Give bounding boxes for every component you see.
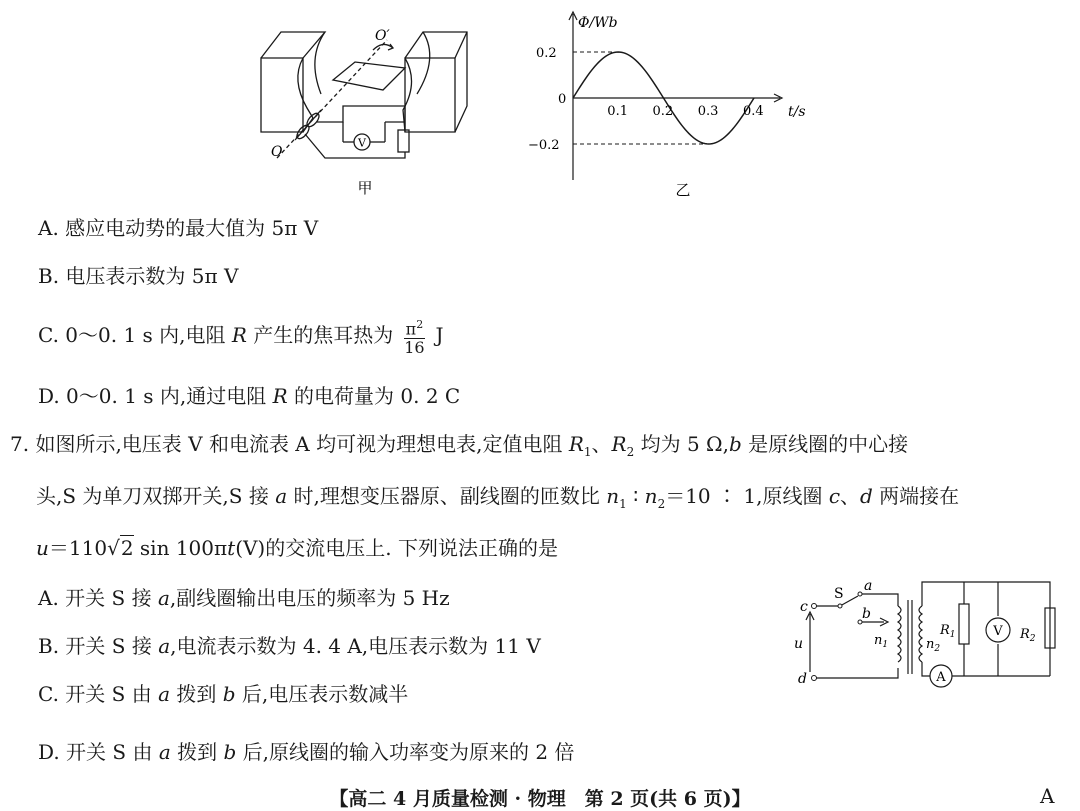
- q7-stem-line-3: u＝110√2 sin 100πt(V)的交流电压上. 下列说法正确的是: [36, 536, 558, 560]
- x-tick-label: 0.4: [743, 104, 764, 119]
- q6-option-c-middle: 产生的焦耳热为: [246, 323, 394, 348]
- figure-jia-generator: [255, 10, 470, 200]
- paper-version-label: A: [1040, 784, 1055, 808]
- y-axis-title: Φ/Wb: [578, 15, 618, 31]
- q6-option-d: D. 0～0. 1 s 内,通过电阻 R 的电荷量为 0. 2 C: [38, 384, 461, 408]
- q7-option-c: C. 开关 S 由 a 拨到 b 后,电压表示数减半: [38, 682, 409, 706]
- q6-option-c: [38, 316, 444, 357]
- q6-option-a: A. 感应电动势的最大值为 5π V: [38, 216, 319, 240]
- q7-stem-line-2: 头,S 为单刀双掷开关,S 接 a 时,理想变压器原、副线圈的匝数比 $n_1$ ∶ $n_2=10$ ∶ 1,原线圈 c、d 两端接在: [36, 484, 960, 511]
- terminal-d-label: d: [798, 671, 807, 687]
- x-tick-label: 0.2: [652, 104, 674, 119]
- terminal-c-label: c: [800, 599, 808, 615]
- q7-transformer-circuit: [788, 576, 1060, 696]
- n1-label: $n_1$: [874, 633, 889, 650]
- q6-option-c-r: R: [231, 323, 247, 348]
- y-tick-pos: 0.2: [536, 46, 557, 61]
- figure-yi-flux-chart: [528, 8, 828, 200]
- voltmeter-symbol: V: [358, 136, 366, 150]
- page-footer: 【高二 4 月质量检测 · 物理 第 2 页(共 6 页)】: [329, 788, 751, 810]
- voltage-u-label: u: [794, 636, 804, 652]
- q7-option-a: A. 开关 S 接 a,副线圈输出电压的频率为 5 Hz: [38, 586, 450, 610]
- q7-stem-line-1: 7. 如图所示,电压表 V 和电流表 A 均可视为理想电表,定值电阻 $R_1$、$R_2$ 均为 5 Ω,b 是原线圈的中心接: [10, 432, 909, 459]
- q7-option-b: B. 开关 S 接 a,电流表示数为 4. 4 A,电压表示数为 11 V: [38, 634, 541, 658]
- r2-label: $R_2$: [1020, 627, 1036, 644]
- fraction-pi-squared-over-16: $\frac{\pi^2}{16}$: [404, 318, 425, 358]
- axis-label-o: O: [271, 144, 283, 160]
- x-axis-title: t/s: [788, 104, 806, 120]
- ammeter-label: A: [936, 670, 946, 685]
- x-tick-label: 0.3: [697, 104, 719, 119]
- axis-label-o-prime: O′: [375, 28, 390, 44]
- x-tick-label: 0.1: [607, 104, 628, 119]
- q6-option-c-prefix: C. 0～0. 1 s 内,电阻: [38, 323, 232, 348]
- switch-b-label: b: [862, 606, 871, 622]
- q7-option-d: D. 开关 S 由 a 拨到 b 后,原线圈的输入功率变为原来的 2 倍: [38, 740, 575, 764]
- q6-option-b: B. 电压表示数为 5π V: [38, 264, 239, 288]
- r1-label: $R_1$: [940, 623, 956, 640]
- voltmeter-label: V: [993, 624, 1003, 639]
- q6-option-c-unit: J: [429, 323, 444, 348]
- switch-s-label: S: [834, 586, 844, 602]
- figure-jia-caption: 甲: [357, 179, 373, 197]
- n2-label: $n_2$: [926, 637, 941, 654]
- origin-label: 0: [558, 92, 567, 107]
- figure-yi-caption: 乙: [675, 181, 691, 199]
- y-tick-neg: −0.2: [528, 138, 560, 153]
- switch-a-label: a: [864, 578, 873, 594]
